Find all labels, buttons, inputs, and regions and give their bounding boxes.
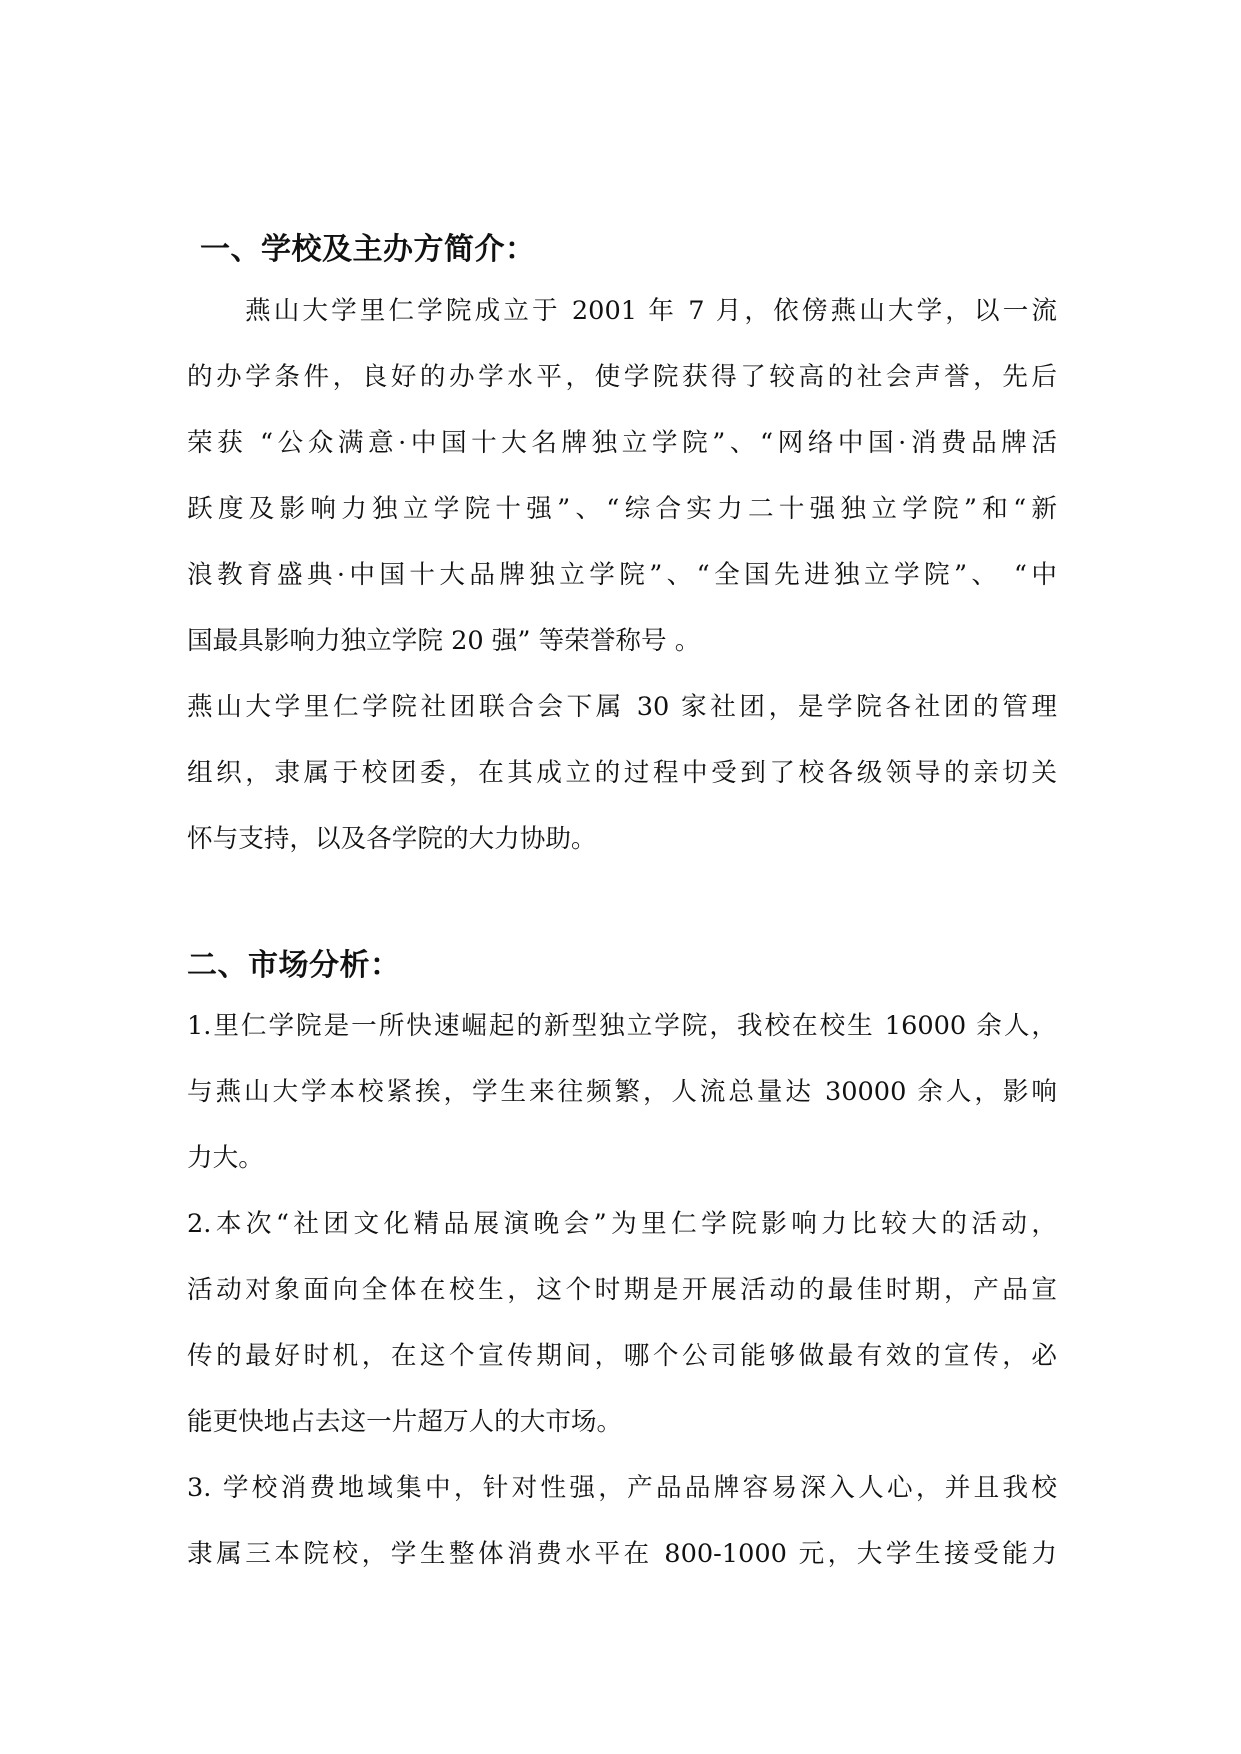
text-line: 浪教育盛典·中国十大品牌独立学院”、“全国先进独立学院”、 “中 [187, 560, 1057, 590]
text-line: 的办学条件，良好的办学水平，使学院获得了较高的社会声誉，先后 [187, 362, 1057, 392]
text-line: 传的最好时机，在这个宣传期间，哪个公司能够做最有效的宣传，必 [187, 1341, 1057, 1371]
text-line: 隶属三本院校，学生整体消费水平在 800-1000 元，大学生接受能力 [187, 1539, 1057, 1569]
text-line: 活动对象面向全体在校生，这个时期是开展活动的最佳时期，产品宣 [187, 1275, 1057, 1305]
text-line: 国最具影响力独立学院 20 强” 等荣誉称号 。 [187, 626, 701, 656]
text-line: 2.本次“社团文化精品展演晚会”为里仁学院影响力比较大的活动， [187, 1209, 1057, 1239]
section-heading-market-analysis: 二、市场分析： [187, 948, 401, 983]
text-line: 燕山大学里仁学院社团联合会下属 30 家社团，是学院各社团的管理 [187, 692, 1057, 722]
text-line: 与燕山大学本校紧挨，学生来往频繁，人流总量达 30000 余人，影响 [187, 1077, 1057, 1107]
text-line: 怀与支持，以及各学院的大力协助。 [187, 824, 597, 854]
text-line: 力大。 [187, 1143, 264, 1173]
text-line: 荣获 “公众满意·中国十大名牌独立学院”、“网络中国·消费品牌活 [187, 428, 1057, 458]
text-line: 1.里仁学院是一所快速崛起的新型独立学院，我校在校生 16000 余人， [187, 1011, 1057, 1041]
text-line: 3. 学校消费地域集中，针对性强，产品品牌容易深入人心，并且我校 [187, 1473, 1057, 1503]
section-heading-school-intro: 一、学校及主办方简介： [200, 232, 536, 267]
text-line: 燕山大学里仁学院成立于 2001 年 7 月，依傍燕山大学，以一流 [245, 296, 1057, 326]
text-line: 能更快地占去这一片超万人的大市场。 [187, 1407, 623, 1437]
text-line: 组织，隶属于校团委，在其成立的过程中受到了校各级领导的亲切关 [187, 758, 1057, 788]
text-line: 跃度及影响力独立学院十强”、“综合实力二十强独立学院”和“新 [187, 494, 1057, 524]
